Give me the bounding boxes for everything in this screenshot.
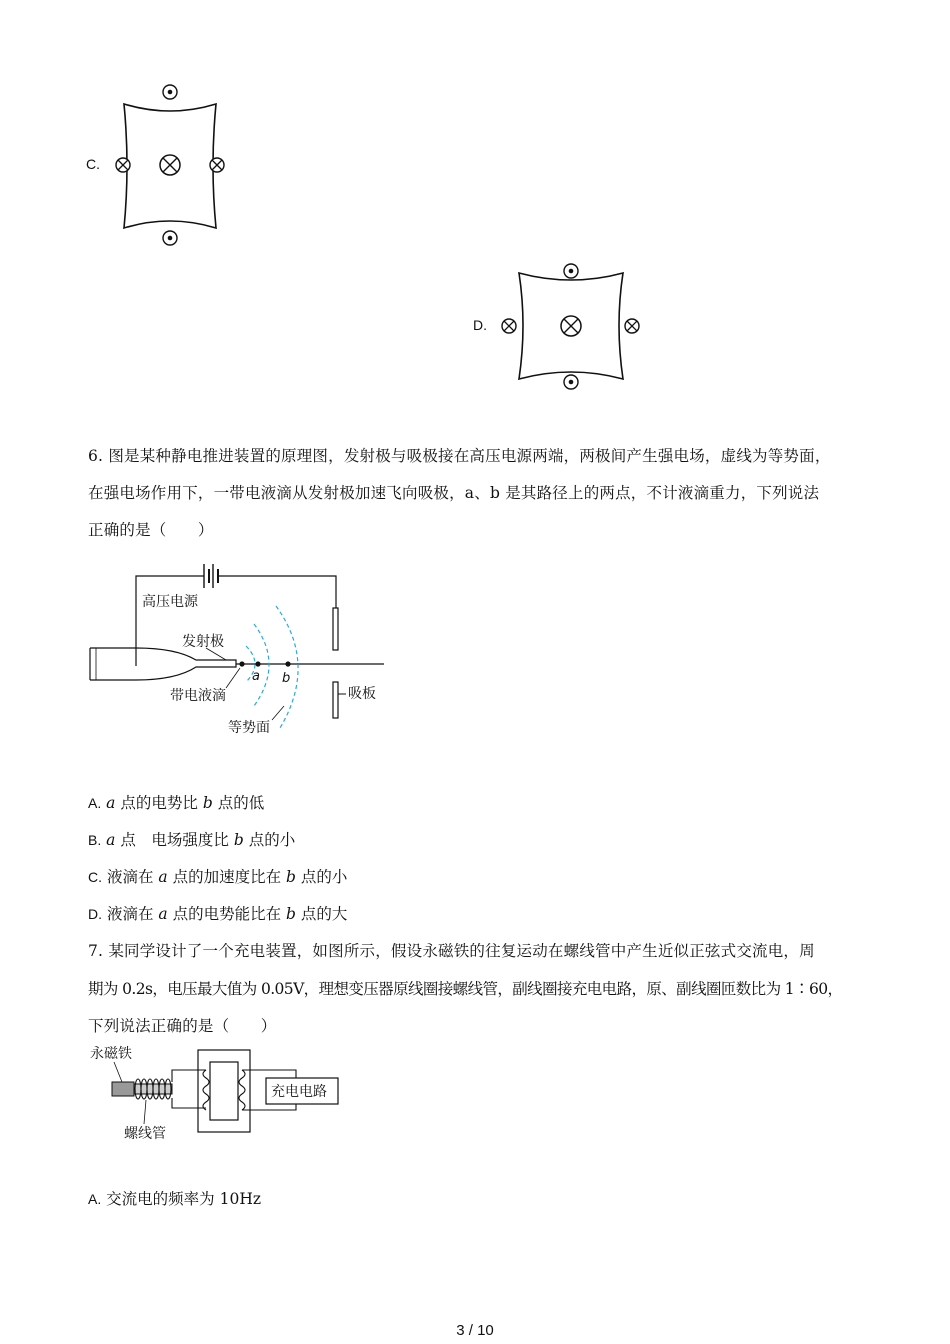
q7-charging-device-figure	[86, 1040, 354, 1146]
label-equipotential: 等势面	[228, 720, 270, 736]
page-number: 3 / 10	[456, 1322, 494, 1339]
q6-option-c[interactable]: C. 液滴在 a 点的加速度比在 b 点的小	[88, 868, 348, 886]
label-charging-circuit: 充电电路	[271, 1084, 327, 1100]
q7-option-a[interactable]: A. 交流电的频率为 10Hz	[88, 1190, 262, 1208]
label-solenoid: 螺线管	[124, 1126, 166, 1142]
label-point-a: a	[252, 669, 260, 684]
label-permanent-magnet: 永磁铁	[90, 1046, 132, 1062]
option-d-figure	[497, 261, 645, 391]
q6-stem-line-1: 6. 图是某种静电推进装置的原理图，发射极与吸极接在高压电源两端，两极间产生强电场，虚线为等势面，	[88, 447, 831, 465]
q7-stem-line-1: 7. 某同学设计了一个充电装置，如图所示，假设永磁铁的往复运动在螺线管中产生近似正弦式交流电，周	[88, 942, 815, 960]
q6-option-d[interactable]: D. 液滴在 a 点的电势能比在 b 点的大	[88, 905, 348, 923]
option-d-label: D.	[473, 317, 487, 333]
label-emitter: 发射极	[182, 634, 224, 650]
option-c-label: C.	[86, 156, 100, 172]
label-absorber-plate: 吸板	[348, 686, 376, 702]
option-c-figure	[108, 82, 232, 250]
q7-stem-line-3: 下列说法正确的是（ ）	[88, 1017, 277, 1035]
label-charged-droplet: 带电液滴	[170, 688, 226, 704]
q7-stem-line-2: 期为 0.2s，电压最大值为 0.05V，理想变压器原线圈接螺线管，副线圈接充电电路，原、副线圈匝数比为 1∶60，	[88, 980, 843, 998]
label-high-voltage-supply: 高压电源	[142, 594, 198, 610]
label-point-b: b	[282, 671, 291, 686]
q6-option-b[interactable]: B. a 点 电场强度比 b 点的小	[88, 831, 296, 849]
q6-stem-line-2: 在强电场作用下，一带电液滴从发射极加速飞向吸极，a、b 是其路径上的两点，不计液滴重力，下列说法	[88, 484, 820, 502]
q6-stem-line-3: 正确的是（ ）	[88, 521, 214, 539]
q6-electrostatic-thruster-figure	[86, 556, 392, 742]
q6-option-a[interactable]: A. a 点的电势比 b 点的低	[88, 794, 265, 812]
